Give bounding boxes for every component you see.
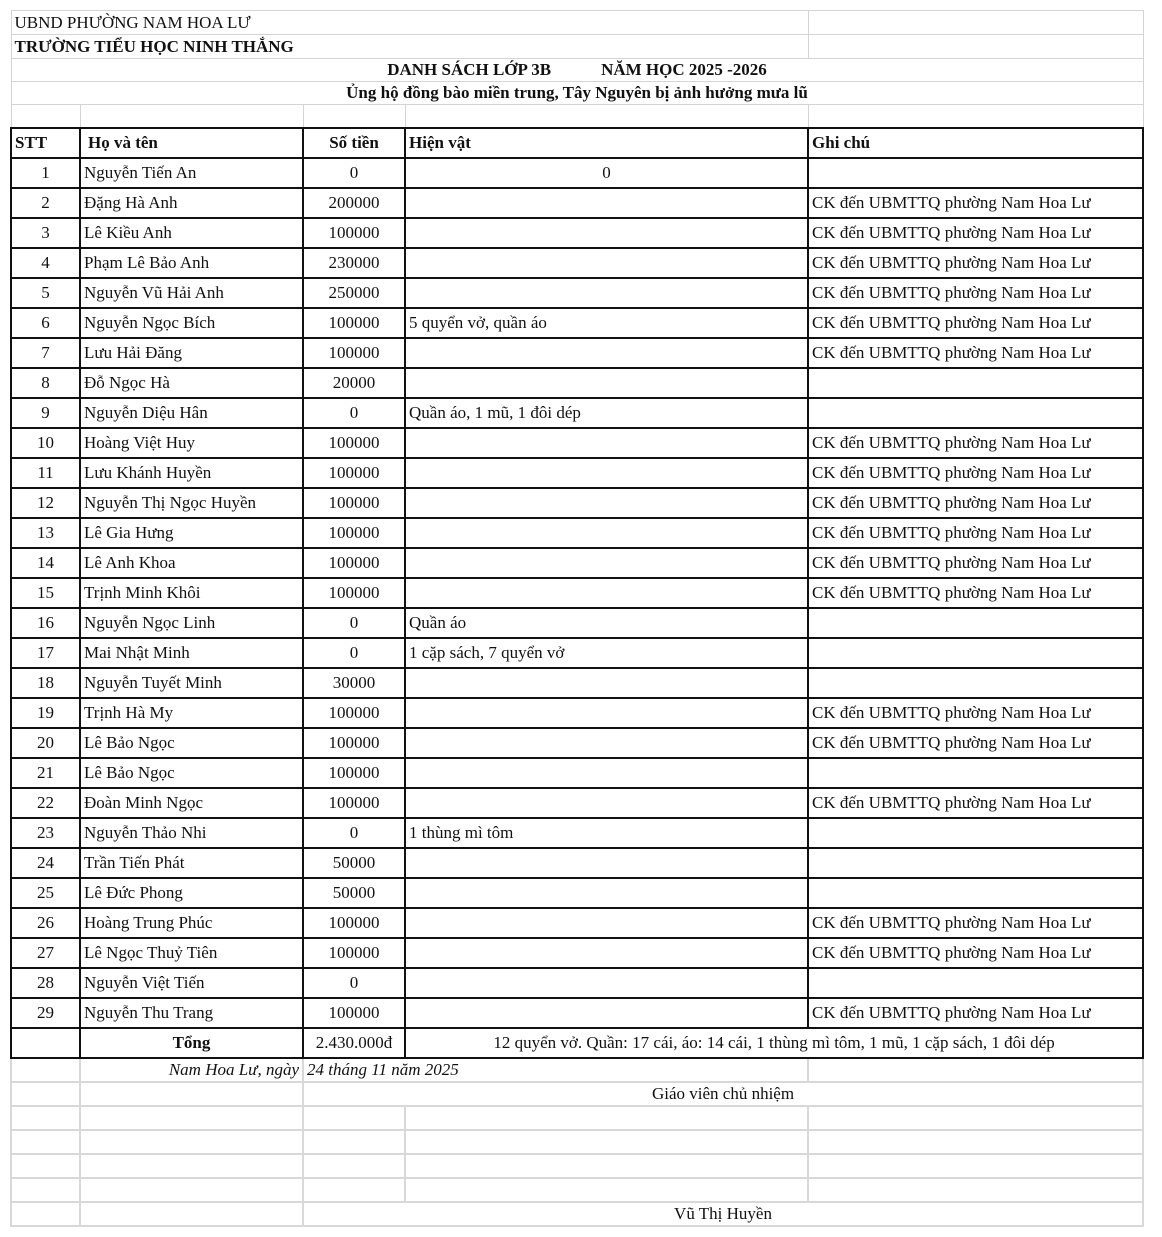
cell-name: Lê Kiều Anh — [80, 218, 303, 248]
subtitle-row — [11, 82, 1143, 105]
cell-stt: 7 — [11, 338, 80, 368]
page-subtitle: Ủng hộ đồng bào miền trung, Tây Nguyên bị ảnh hưởng mưa lũ — [11, 82, 1143, 105]
place-date-suffix: 24 tháng 11 năm 2025 — [303, 1058, 808, 1082]
cell-name: Hoàng Việt Huy — [80, 428, 303, 458]
cell-stt: 26 — [11, 908, 80, 938]
empty-cell — [11, 1028, 80, 1058]
cell-note — [808, 968, 1143, 998]
cell-amount: 0 — [303, 968, 405, 998]
header-row-authority — [11, 11, 1143, 35]
empty-cell — [808, 1106, 1143, 1130]
cell-name: Lê Anh Khoa — [80, 548, 303, 578]
table-row — [11, 818, 1143, 848]
cell-amount: 250000 — [303, 278, 405, 308]
column-header-items: Hiện vật — [405, 128, 808, 158]
table-row — [11, 338, 1143, 368]
empty-cell — [80, 1130, 303, 1154]
cell-stt: 22 — [11, 788, 80, 818]
cell-note — [808, 638, 1143, 668]
cell-note: CK đến UBMTTQ phường Nam Hoa Lư — [808, 338, 1143, 368]
empty-cell — [11, 1130, 80, 1154]
blank-row — [11, 105, 1143, 129]
cell-amount: 0 — [303, 638, 405, 668]
empty-cell — [808, 1178, 1143, 1202]
date-row — [11, 1058, 1143, 1082]
empty-cell — [80, 1106, 303, 1130]
column-header-note: Ghi chú — [808, 128, 1143, 158]
empty-cell — [11, 1178, 80, 1202]
cell-amount: 100000 — [303, 338, 405, 368]
cell-note: CK đến UBMTTQ phường Nam Hoa Lư — [808, 518, 1143, 548]
cell-amount: 100000 — [303, 578, 405, 608]
cell-amount: 100000 — [303, 908, 405, 938]
empty-cell — [11, 1058, 80, 1082]
empty-cell — [303, 105, 405, 129]
empty-cell — [303, 1178, 405, 1202]
signer-row — [11, 1202, 1143, 1226]
cell-items — [405, 908, 808, 938]
table-row — [11, 458, 1143, 488]
table-row — [11, 218, 1143, 248]
cell-amount: 200000 — [303, 188, 405, 218]
cell-stt: 8 — [11, 368, 80, 398]
cell-stt: 3 — [11, 218, 80, 248]
cell-amount: 100000 — [303, 998, 405, 1028]
cell-amount: 100000 — [303, 428, 405, 458]
cell-name: Lê Ngọc Thuỷ Tiên — [80, 938, 303, 968]
column-header-name: Họ và tên — [80, 128, 303, 158]
cell-items — [405, 458, 808, 488]
empty-cell — [808, 35, 1143, 59]
cell-stt: 18 — [11, 668, 80, 698]
cell-note: CK đến UBMTTQ phường Nam Hoa Lư — [808, 548, 1143, 578]
cell-amount: 100000 — [303, 308, 405, 338]
table-row — [11, 578, 1143, 608]
table-row — [11, 248, 1143, 278]
table-row — [11, 968, 1143, 998]
cell-stt: 20 — [11, 728, 80, 758]
cell-note: CK đến UBMTTQ phường Nam Hoa Lư — [808, 488, 1143, 518]
table-row — [11, 758, 1143, 788]
empty-cell — [303, 1154, 405, 1178]
cell-note — [808, 608, 1143, 638]
cell-amount: 0 — [303, 398, 405, 428]
cell-name: Lê Bảo Ngọc — [80, 758, 303, 788]
cell-note — [808, 878, 1143, 908]
cell-note: CK đến UBMTTQ phường Nam Hoa Lư — [808, 428, 1143, 458]
cell-items — [405, 728, 808, 758]
cell-amount: 0 — [303, 608, 405, 638]
role-row — [11, 1082, 1143, 1106]
cell-amount: 50000 — [303, 878, 405, 908]
table-row — [11, 638, 1143, 668]
cell-amount: 100000 — [303, 728, 405, 758]
total-amount: 2.430.000đ — [303, 1028, 405, 1058]
cell-stt: 10 — [11, 428, 80, 458]
cell-items: Quần áo — [405, 608, 808, 638]
column-header-amount: Số tiền — [303, 128, 405, 158]
total-label: Tổng — [80, 1028, 303, 1058]
empty-cell — [80, 1154, 303, 1178]
table-row — [11, 908, 1143, 938]
table-row — [11, 368, 1143, 398]
cell-note — [808, 668, 1143, 698]
school-name: TRƯỜNG TIỂU HỌC NINH THẮNG — [11, 35, 405, 59]
cell-items — [405, 488, 808, 518]
column-header-stt: STT — [11, 128, 80, 158]
cell-note: CK đến UBMTTQ phường Nam Hoa Lư — [808, 248, 1143, 278]
cell-note: CK đến UBMTTQ phường Nam Hoa Lư — [808, 728, 1143, 758]
cell-name: Lê Bảo Ngọc — [80, 728, 303, 758]
cell-note: CK đến UBMTTQ phường Nam Hoa Lư — [808, 938, 1143, 968]
empty-cell — [80, 1082, 303, 1106]
cell-amount: 100000 — [303, 518, 405, 548]
cell-stt: 21 — [11, 758, 80, 788]
empty-cell — [303, 1106, 405, 1130]
cell-items — [405, 188, 808, 218]
cell-name: Đỗ Ngọc Hà — [80, 368, 303, 398]
cell-name: Nguyễn Thị Ngọc Huyền — [80, 488, 303, 518]
cell-stt: 5 — [11, 278, 80, 308]
signer-role: Giáo viên chủ nhiệm — [303, 1082, 1143, 1106]
empty-cell — [11, 105, 80, 129]
cell-amount: 100000 — [303, 488, 405, 518]
cell-amount: 100000 — [303, 218, 405, 248]
empty-cell — [808, 11, 1143, 35]
cell-stt: 27 — [11, 938, 80, 968]
cell-name: Nguyễn Thảo Nhi — [80, 818, 303, 848]
empty-cell — [11, 1154, 80, 1178]
table-row — [11, 428, 1143, 458]
empty-cell — [808, 1154, 1143, 1178]
cell-items — [405, 938, 808, 968]
cell-name: Lưu Hải Đăng — [80, 338, 303, 368]
cell-amount: 100000 — [303, 758, 405, 788]
cell-name: Trịnh Minh Khôi — [80, 578, 303, 608]
cell-name: Đoàn Minh Ngọc — [80, 788, 303, 818]
cell-items — [405, 788, 808, 818]
empty-cell — [405, 35, 808, 59]
cell-stt: 19 — [11, 698, 80, 728]
empty-cell — [11, 1202, 80, 1226]
cell-name: Đặng Hà Anh — [80, 188, 303, 218]
cell-note: CK đến UBMTTQ phường Nam Hoa Lư — [808, 278, 1143, 308]
cell-items — [405, 248, 808, 278]
empty-cell — [80, 105, 303, 129]
table-row — [11, 608, 1143, 638]
table-row — [11, 488, 1143, 518]
total-row — [11, 1028, 1143, 1058]
empty-cell — [11, 1082, 80, 1106]
empty-cell — [405, 11, 808, 35]
blank-row — [11, 1106, 1143, 1130]
cell-amount: 100000 — [303, 458, 405, 488]
total-items: 12 quyển vở. Quần: 17 cái, áo: 14 cái, 1 thùng mì tôm, 1 mũ, 1 cặp sách, 1 đôi dép — [405, 1028, 1143, 1058]
cell-note — [808, 398, 1143, 428]
column-header-row — [11, 128, 1143, 158]
cell-stt: 1 — [11, 158, 80, 188]
cell-note: CK đến UBMTTQ phường Nam Hoa Lư — [808, 788, 1143, 818]
cell-note: CK đến UBMTTQ phường Nam Hoa Lư — [808, 698, 1143, 728]
cell-name: Nguyễn Tuyết Minh — [80, 668, 303, 698]
cell-stt: 6 — [11, 308, 80, 338]
empty-cell — [80, 1178, 303, 1202]
table-row — [11, 188, 1143, 218]
donation-table — [10, 10, 1144, 1227]
cell-name: Lưu Khánh Huyền — [80, 458, 303, 488]
cell-name: Nguyễn Ngọc Linh — [80, 608, 303, 638]
cell-name: Nguyễn Vũ Hải Anh — [80, 278, 303, 308]
cell-items — [405, 758, 808, 788]
cell-stt: 24 — [11, 848, 80, 878]
cell-name: Trịnh Hà My — [80, 698, 303, 728]
cell-items — [405, 218, 808, 248]
cell-stt: 15 — [11, 578, 80, 608]
cell-items — [405, 968, 808, 998]
empty-cell — [405, 1154, 808, 1178]
cell-items — [405, 998, 808, 1028]
cell-items — [405, 578, 808, 608]
cell-name: Lê Đức Phong — [80, 878, 303, 908]
empty-cell — [405, 1130, 808, 1154]
cell-stt: 9 — [11, 398, 80, 428]
cell-note: CK đến UBMTTQ phường Nam Hoa Lư — [808, 998, 1143, 1028]
table-row — [11, 788, 1143, 818]
cell-stt: 4 — [11, 248, 80, 278]
cell-name: Hoàng Trung Phúc — [80, 908, 303, 938]
title-row — [11, 59, 1143, 82]
cell-amount: 0 — [303, 158, 405, 188]
cell-items — [405, 368, 808, 398]
cell-stt: 25 — [11, 878, 80, 908]
cell-items — [405, 698, 808, 728]
cell-stt: 23 — [11, 818, 80, 848]
cell-amount: 50000 — [303, 848, 405, 878]
cell-items — [405, 428, 808, 458]
cell-note: CK đến UBMTTQ phường Nam Hoa Lư — [808, 578, 1143, 608]
empty-cell — [808, 105, 1143, 129]
cell-note: CK đến UBMTTQ phường Nam Hoa Lư — [808, 308, 1143, 338]
cell-note — [808, 848, 1143, 878]
empty-cell — [405, 1178, 808, 1202]
cell-amount: 20000 — [303, 368, 405, 398]
spreadsheet — [10, 10, 1142, 1227]
cell-stt: 16 — [11, 608, 80, 638]
table-row — [11, 698, 1143, 728]
authority-name: UBND PHƯỜNG NAM HOA LƯ — [11, 11, 405, 35]
cell-amount: 100000 — [303, 548, 405, 578]
cell-name: Mai Nhật Minh — [80, 638, 303, 668]
cell-stt: 12 — [11, 488, 80, 518]
table-row — [11, 668, 1143, 698]
cell-items — [405, 548, 808, 578]
list-title: DANH SÁCH LỚP 3B — [387, 60, 552, 79]
cell-name: Nguyễn Thu Trang — [80, 998, 303, 1028]
table-row — [11, 548, 1143, 578]
cell-name: Trần Tiến Phát — [80, 848, 303, 878]
blank-row — [11, 1154, 1143, 1178]
cell-amount: 0 — [303, 818, 405, 848]
table-row — [11, 278, 1143, 308]
empty-cell — [80, 1202, 303, 1226]
cell-amount: 100000 — [303, 938, 405, 968]
cell-amount: 30000 — [303, 668, 405, 698]
cell-items — [405, 278, 808, 308]
cell-items — [405, 878, 808, 908]
cell-stt: 13 — [11, 518, 80, 548]
cell-items: 1 cặp sách, 7 quyển vở — [405, 638, 808, 668]
cell-items — [405, 848, 808, 878]
cell-amount: 100000 — [303, 698, 405, 728]
table-row — [11, 848, 1143, 878]
cell-items — [405, 518, 808, 548]
empty-cell — [808, 1130, 1143, 1154]
cell-note — [808, 818, 1143, 848]
signer-name: Vũ Thị Huyền — [303, 1202, 1143, 1226]
cell-note: CK đến UBMTTQ phường Nam Hoa Lư — [808, 188, 1143, 218]
table-row — [11, 308, 1143, 338]
blank-row — [11, 1178, 1143, 1202]
table-row — [11, 158, 1143, 188]
cell-stt: 17 — [11, 638, 80, 668]
cell-name: Nguyễn Việt Tiến — [80, 968, 303, 998]
cell-name: Nguyễn Diệu Hân — [80, 398, 303, 428]
cell-name: Nguyễn Tiến An — [80, 158, 303, 188]
empty-cell — [11, 1106, 80, 1130]
table-row — [11, 998, 1143, 1028]
cell-note: CK đến UBMTTQ phường Nam Hoa Lư — [808, 908, 1143, 938]
cell-note: CK đến UBMTTQ phường Nam Hoa Lư — [808, 218, 1143, 248]
cell-items — [405, 338, 808, 368]
cell-items: 5 quyển vở, quần áo — [405, 308, 808, 338]
cell-stt: 28 — [11, 968, 80, 998]
page-title — [11, 59, 1143, 82]
cell-stt: 14 — [11, 548, 80, 578]
cell-amount: 100000 — [303, 788, 405, 818]
blank-row — [11, 1130, 1143, 1154]
cell-amount: 230000 — [303, 248, 405, 278]
school-year: NĂM HỌC 2025 -2026 — [601, 60, 767, 79]
place-date-prefix: Nam Hoa Lư, ngày — [80, 1058, 303, 1082]
table-row — [11, 938, 1143, 968]
table-row — [11, 878, 1143, 908]
cell-stt: 11 — [11, 458, 80, 488]
empty-cell — [405, 105, 808, 129]
cell-note — [808, 368, 1143, 398]
empty-cell — [808, 1058, 1143, 1082]
table-row — [11, 518, 1143, 548]
cell-note — [808, 158, 1143, 188]
table-row — [11, 398, 1143, 428]
cell-name: Lê Gia Hưng — [80, 518, 303, 548]
header-row-school — [11, 35, 1143, 59]
cell-stt: 2 — [11, 188, 80, 218]
cell-items — [405, 668, 808, 698]
cell-name: Nguyễn Ngọc Bích — [80, 308, 303, 338]
empty-cell — [405, 1106, 808, 1130]
cell-name: Phạm Lê Bảo Anh — [80, 248, 303, 278]
empty-cell — [303, 1130, 405, 1154]
cell-items: Quần áo, 1 mũ, 1 đôi dép — [405, 398, 808, 428]
table-row — [11, 728, 1143, 758]
cell-note — [808, 758, 1143, 788]
cell-note: CK đến UBMTTQ phường Nam Hoa Lư — [808, 458, 1143, 488]
cell-stt: 29 — [11, 998, 80, 1028]
cell-items: 0 — [405, 158, 808, 188]
cell-items: 1 thùng mì tôm — [405, 818, 808, 848]
